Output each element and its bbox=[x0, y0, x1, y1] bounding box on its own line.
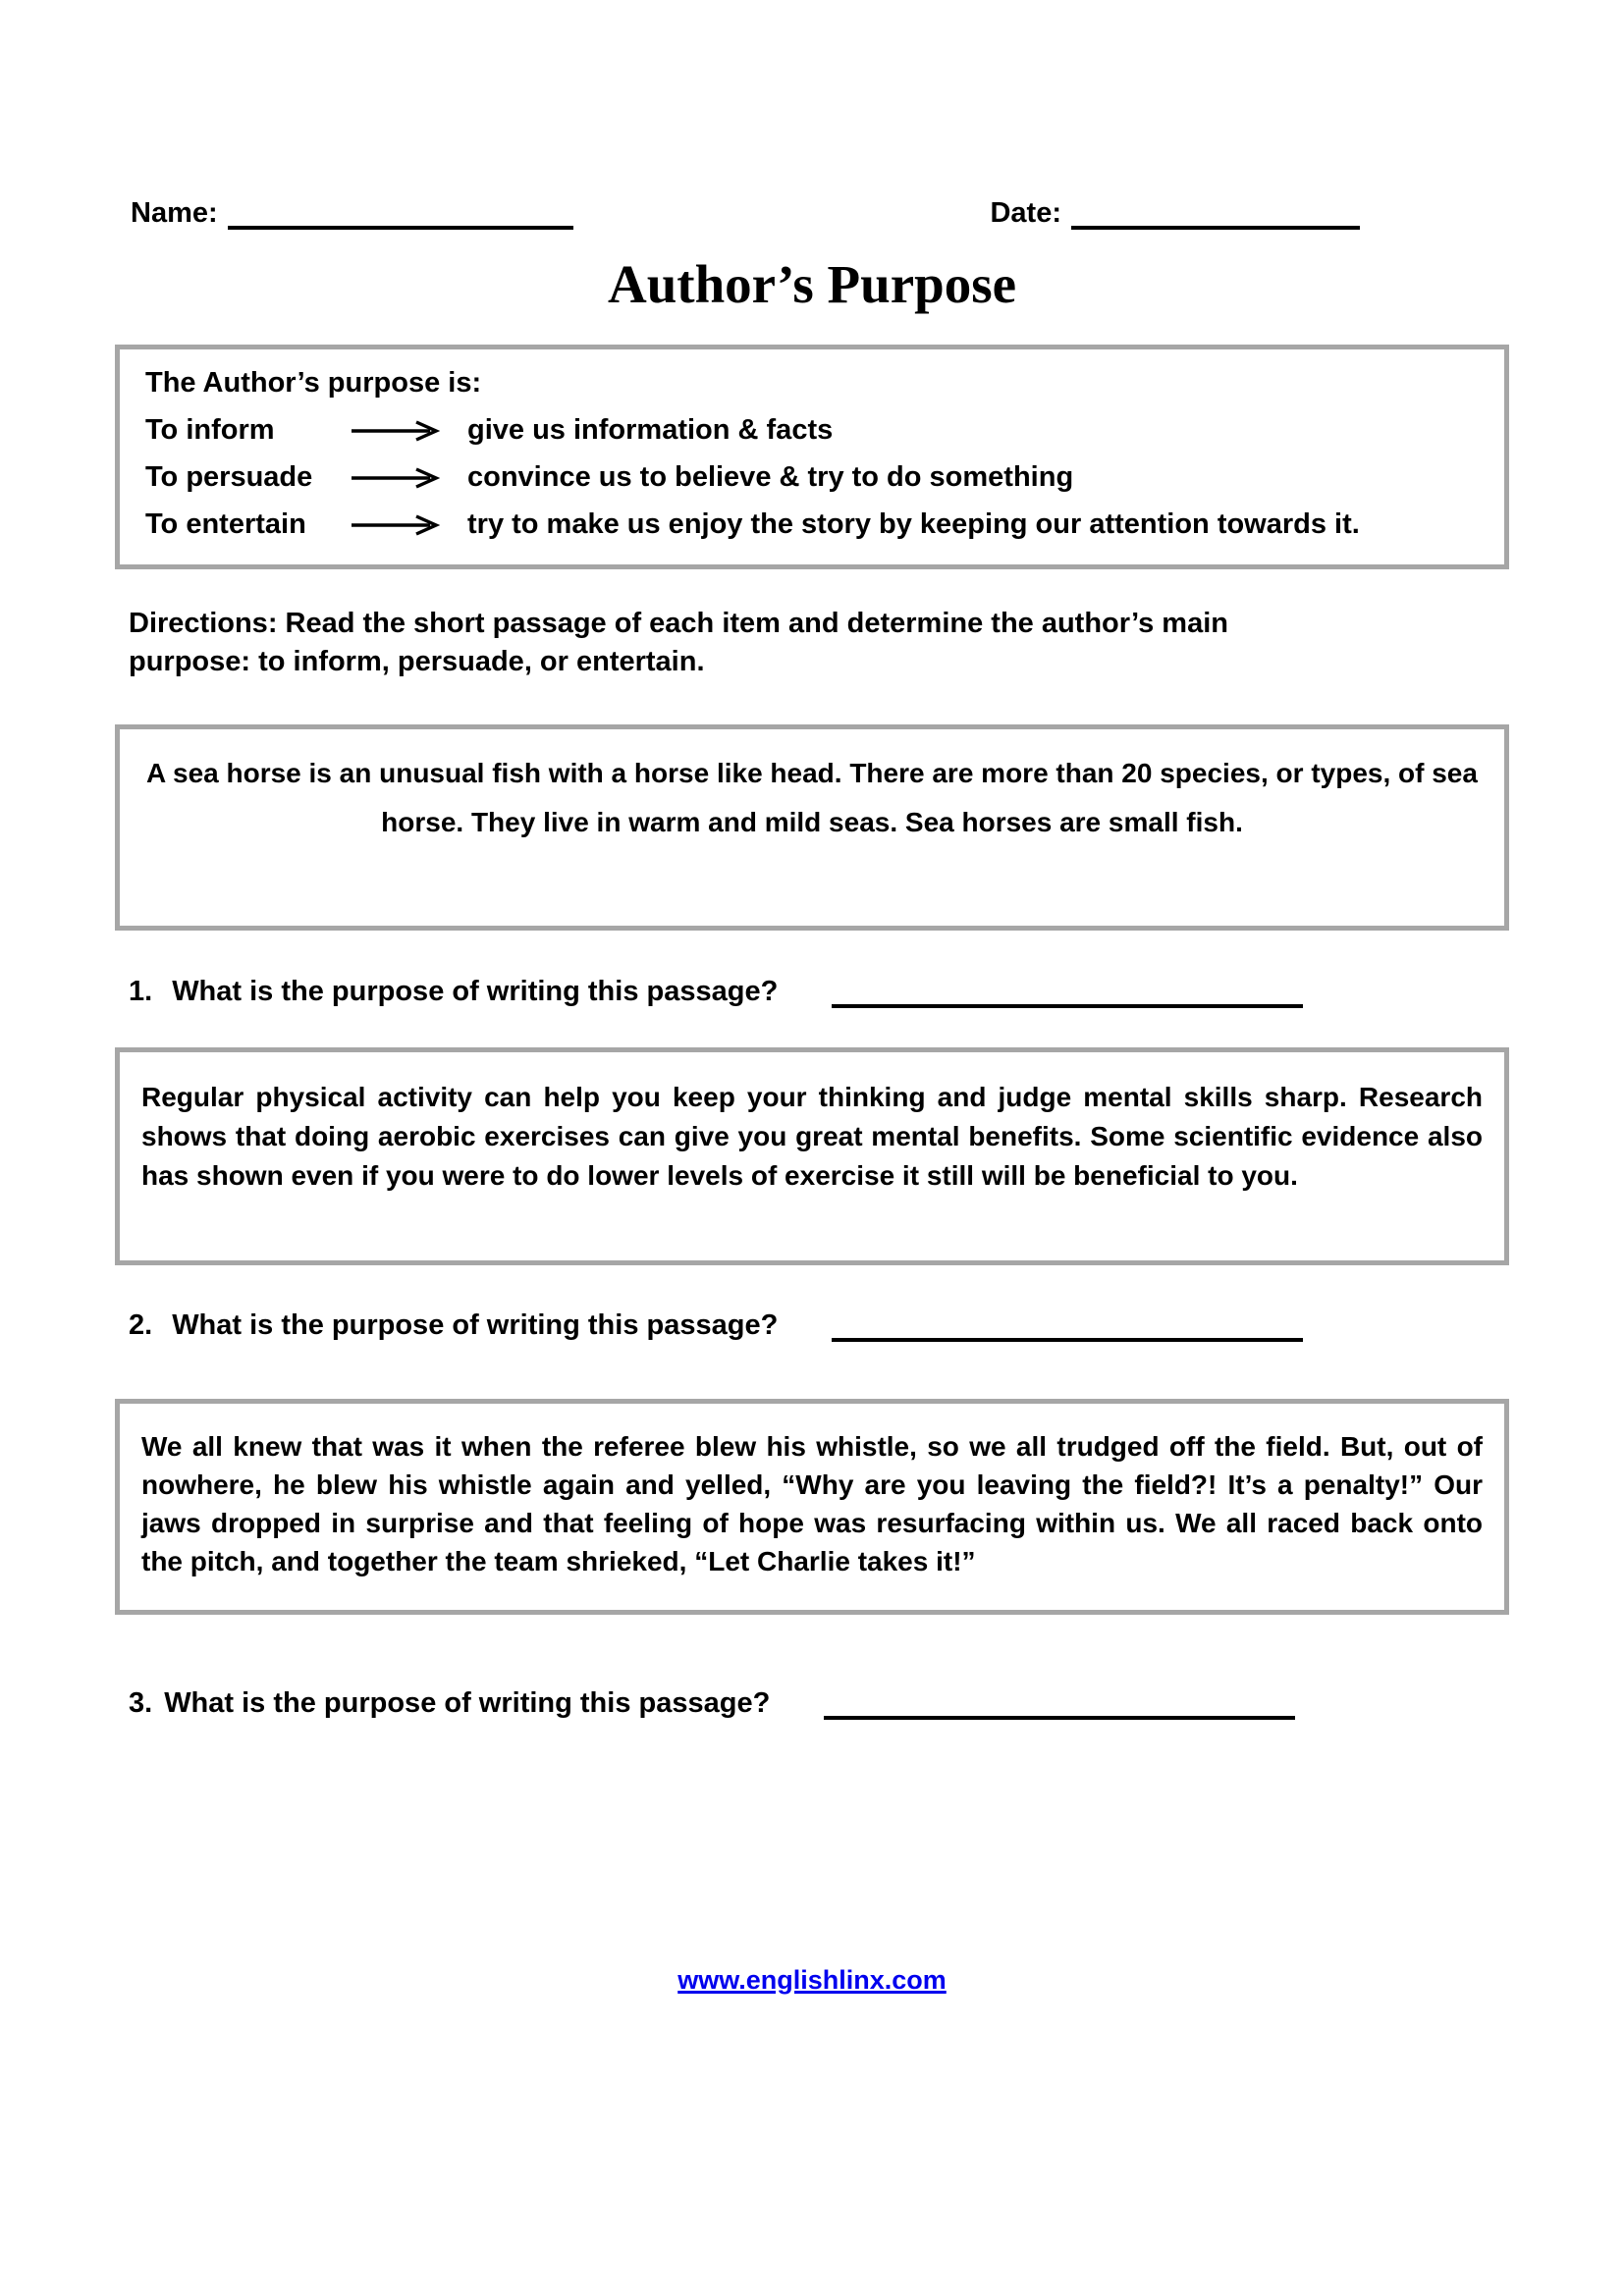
name-blank-line[interactable] bbox=[228, 196, 573, 230]
key-row-persuade bbox=[145, 461, 1479, 494]
question-text: What is the purpose of writing this passage? bbox=[172, 976, 779, 1007]
passage-box-2 bbox=[115, 1047, 1509, 1265]
answer-blank-line-2[interactable] bbox=[832, 1310, 1303, 1342]
arrow-right-icon bbox=[350, 419, 440, 443]
worksheet-page bbox=[115, 0, 1509, 1996]
key-definition: give us information & facts bbox=[467, 414, 834, 446]
date-field bbox=[990, 196, 1360, 230]
passage-box-1 bbox=[115, 724, 1509, 931]
purpose-key-box bbox=[115, 345, 1509, 569]
passage-box-3 bbox=[115, 1399, 1509, 1615]
passage-text-2: Regular physical activity can help you keep your thinking and judge mental skills sharp. Research shows that doing aerobic exercises can give you great mental benefits. Some scientific evidence also has shown even if you were to do lower levels of exercise it still will be beneficial to you. bbox=[141, 1082, 1483, 1191]
question-text: What is the purpose of writing this passage? bbox=[172, 1309, 779, 1341]
answer-blank-line-3[interactable] bbox=[824, 1688, 1295, 1720]
footer bbox=[115, 1965, 1509, 1996]
header-row bbox=[115, 196, 1509, 230]
key-definition: convince us to believe & try to do something bbox=[467, 461, 1074, 493]
key-term: To inform bbox=[145, 414, 275, 446]
question-number: 3. bbox=[129, 1687, 153, 1719]
date-label: Date: bbox=[990, 197, 1061, 229]
arrow-right-icon bbox=[350, 513, 440, 537]
key-term: To persuade bbox=[145, 461, 313, 493]
question-row-2 bbox=[115, 1309, 1509, 1342]
key-term: To entertain bbox=[145, 508, 306, 540]
question-row-1 bbox=[115, 976, 1509, 1008]
name-field bbox=[131, 196, 573, 230]
directions-text: Directions: Read the short passage of each item and determine the author’s main purpose: to inform, persuade, or entertain. bbox=[129, 608, 1228, 677]
key-row-inform bbox=[145, 414, 1479, 447]
answer-blank-line-1[interactable] bbox=[832, 977, 1303, 1008]
footer-link[interactable]: www.englishlinx.com bbox=[677, 1965, 947, 1995]
key-definition: try to make us enjoy the story by keeping our attention towards it. bbox=[467, 508, 1360, 540]
date-blank-line[interactable] bbox=[1071, 196, 1360, 230]
name-label: Name: bbox=[131, 197, 218, 229]
question-text: What is the purpose of writing this passage? bbox=[164, 1687, 771, 1719]
page-title: Author’s Purpose bbox=[607, 254, 1017, 314]
question-number: 1. bbox=[129, 976, 153, 1007]
question-row-3 bbox=[115, 1687, 1509, 1720]
passage-text-1: A sea horse is an unusual fish with a horse like head. There are more than 20 species, or types, of sea horse. They live in warm and mild seas. Sea horses are small fish. bbox=[146, 758, 1478, 837]
passage-text-3: We all knew that was it when the referee blew his whistle, so we all trudged off the field. But, out of nowhere, he blew his whistle again and yelled, “Why are you leaving the field?! It’s a penalty!” Our jaws dropped in surprise and that feeling of hope was resurfacing within us. We all raced back onto the pitch, and together the team shrieked, “Let Charlie takes it!” bbox=[141, 1431, 1483, 1576]
key-row-entertain bbox=[145, 508, 1479, 541]
arrow-right-icon bbox=[350, 466, 440, 490]
key-heading: The Author’s purpose is: bbox=[145, 367, 482, 399]
question-number: 2. bbox=[129, 1309, 153, 1341]
